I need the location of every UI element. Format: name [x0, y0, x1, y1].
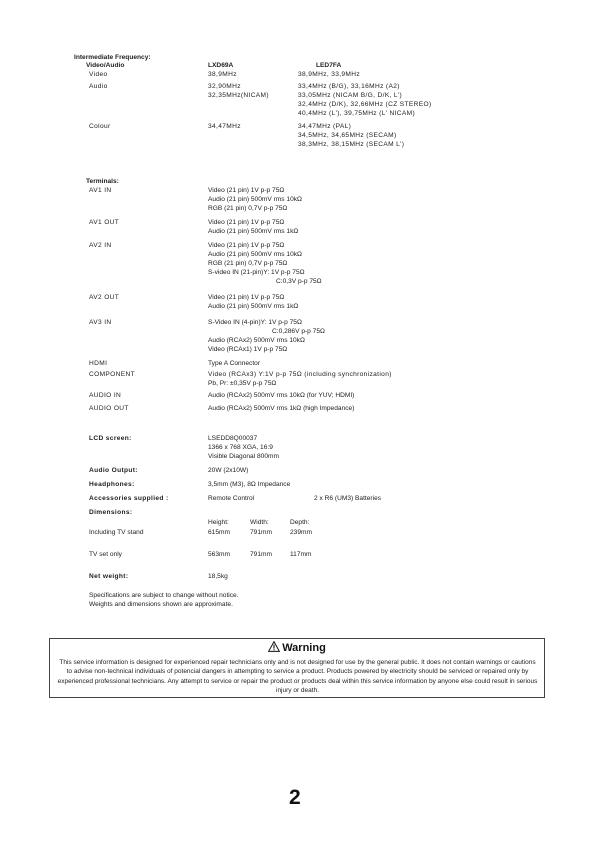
if-audio-led-4: 40,4MHz (L'), 39,75MHz (L' NICAM): [298, 110, 416, 117]
warning-box: [49, 638, 545, 698]
if-video-label: Video: [89, 71, 108, 78]
warning-text: This service information is designed for experienced repair technicians only and is not designed for use by the general public. It does not contain warnings or cautions to advise non-technical individuals of potencial dangers in attempting to service a product. Products powered by electricity should be serviced or repaired only by experienced professional technicians. Any attempt to service or repair the product or products deal within this service information by anyone else could result in serious injury or death.: [57, 659, 538, 694]
av3-in-line: Video (RCAx1) 1V p-p 75Ω: [208, 346, 288, 353]
if-video-lxd: 38,9MHz: [208, 71, 237, 78]
if-colour-led-3: 38,3MHz, 38,15MHz (SECAM L'): [298, 141, 405, 148]
dimensions-header: Width:: [250, 519, 269, 526]
spec-note: Specifications are subject to change without notice.: [89, 592, 239, 599]
av1-in-line: Audio (21 pin) 500mV rms 10kΩ: [208, 196, 302, 203]
av3-in-line: Audio (RCAx2) 500mV rms 10kΩ: [208, 337, 305, 344]
av1-out-line: Audio (21 pin) 500mV rms 1kΩ: [208, 228, 299, 235]
accessories-item: Remote Control: [208, 495, 255, 502]
if-audio-led-1: 33,4MHz (B/G), 33,16MHz (A2): [298, 83, 400, 90]
terminals-heading: Terminals:: [86, 178, 119, 185]
if-heading: Intermediate Frequency:: [74, 54, 151, 61]
led7fa-header: LED7FA: [316, 62, 342, 69]
dimensions-label: Dimensions:: [89, 509, 133, 516]
av2-out-label: AV2 OUT: [89, 294, 120, 301]
audio-out-label: AUDIO OUT: [89, 405, 129, 412]
dimensions-value: 239mm: [290, 529, 312, 536]
av2-in-line: Audio (21 pin) 500mV rms 10kΩ: [208, 251, 302, 258]
dimensions-value: 615mm: [208, 529, 230, 536]
if-colour-led-2: 34,5MHz, 34,65MHz (SECAM): [298, 132, 397, 139]
av2-in-line: C:0,3V p-p 75Ω: [276, 278, 322, 285]
dimensions-row-label: Including TV stand: [89, 529, 144, 536]
audio-output-label: Audio Output:: [89, 467, 138, 474]
hdmi-label: HDMI: [89, 360, 108, 367]
av1-out-line: Video (21 pin) 1V p-p 75Ω: [208, 219, 285, 226]
av2-out-line: Audio (21 pin) 500mV rms 1kΩ: [208, 303, 299, 310]
if-audio-led-3: 32,4MHz (D/K), 32,66MHz (CZ STEREO): [298, 101, 432, 108]
if-colour-lxd: 34,47MHz: [208, 123, 241, 130]
dimensions-value: 563mm: [208, 551, 230, 558]
headphones-label: Headphones:: [89, 481, 135, 488]
accessories-label: Accessories supplied :: [89, 495, 169, 502]
av3-in-line: S-Video IN (4-pin)Y: 1V p-p 75Ω: [208, 319, 302, 326]
lcd-line: Visible Diagonal 800mm: [208, 453, 279, 460]
av2-in-line: RGB (21 pin) 0,7V p-p 75Ω: [208, 260, 288, 267]
warning-title: [50, 641, 544, 655]
headphones-value: 3,5mm (M3), 8Ω Impedance: [208, 481, 291, 488]
warning-title-text: Warning: [282, 642, 326, 654]
spec-note: Weights and dimensions shown are approximate.: [89, 601, 233, 608]
net-weight-value: 18,5kg: [208, 573, 228, 580]
audio-output-value: 20W (2x10W): [208, 467, 249, 474]
av1-out-label: AV1 OUT: [89, 219, 120, 226]
component-line: Pb, Pr: ±0,35V p-p 75Ω: [208, 380, 277, 387]
if-colour-led-1: 34,47MHz (PAL): [298, 123, 352, 130]
warning-triangle-icon: [268, 641, 280, 652]
dimensions-header: Depth:: [290, 519, 310, 526]
hdmi-value: Type A Connector: [208, 360, 261, 367]
if-audio-led-2: 33,05MHz (NICAM B/G, D/K, L'): [298, 92, 403, 99]
lxd69a-header: LXD69A: [208, 62, 234, 69]
av2-in-label: AV2 IN: [89, 242, 112, 249]
audio-in-value: Audio (RCAx2) 500mV rms 10kΩ (for YUV; HDMI): [208, 392, 355, 399]
audio-in-label: AUDIO IN: [89, 392, 122, 399]
av2-in-line: S-video IN (21-pin)Y: 1V p-p 75Ω: [208, 269, 305, 276]
av1-in-label: AV1 IN: [89, 187, 112, 194]
audio-out-value: Audio (RCAx2) 500mV rms 1kΩ (high Impedance): [208, 405, 355, 412]
dimensions-value: 117mm: [290, 551, 312, 558]
av3-in-label: AV3 IN: [89, 319, 112, 326]
if-audio-label: Audio: [89, 83, 108, 90]
net-weight-label: Net weight:: [89, 573, 129, 580]
lcd-line: LSEDD8Q00037: [208, 435, 258, 442]
av2-out-line: Video (21 pin) 1V p-p 75Ω: [208, 294, 285, 301]
if-audio-lxd-2: 32,35MHz(NICAM): [208, 92, 269, 99]
dimensions-value: 791mm: [250, 551, 272, 558]
if-colour-label: Colour: [89, 123, 111, 130]
if-audio-lxd-1: 32,90MHz: [208, 83, 241, 90]
page-number: 2: [289, 786, 301, 809]
if-subheading: Video/Audio: [86, 62, 125, 69]
if-video-led: 38,9MHz, 33,9MHz: [298, 71, 361, 78]
dimensions-row-label: TV set only: [89, 551, 122, 558]
av3-in-line: C:0,286V p-p 75Ω: [272, 328, 325, 335]
component-line: Video (RCAx3) Y:1V p-p 75Ω (including synchronization): [208, 371, 392, 378]
dimensions-value: 791mm: [250, 529, 272, 536]
av2-in-line: Video (21 pin) 1V p-p 75Ω: [208, 242, 285, 249]
dimensions-header: Height:: [208, 519, 229, 526]
component-label: COMPONENT: [89, 371, 136, 378]
av1-in-line: RGB (21 pin) 0,7V p-p 75Ω: [208, 205, 288, 212]
lcd-label: LCD screen:: [89, 435, 132, 442]
accessories-item: 2 x R6 (UM3) Batteries: [314, 495, 382, 502]
av1-in-line: Video (21 pin) 1V p-p 75Ω: [208, 187, 285, 194]
lcd-line: 1366 x 768 XGA, 16:9: [208, 444, 273, 451]
